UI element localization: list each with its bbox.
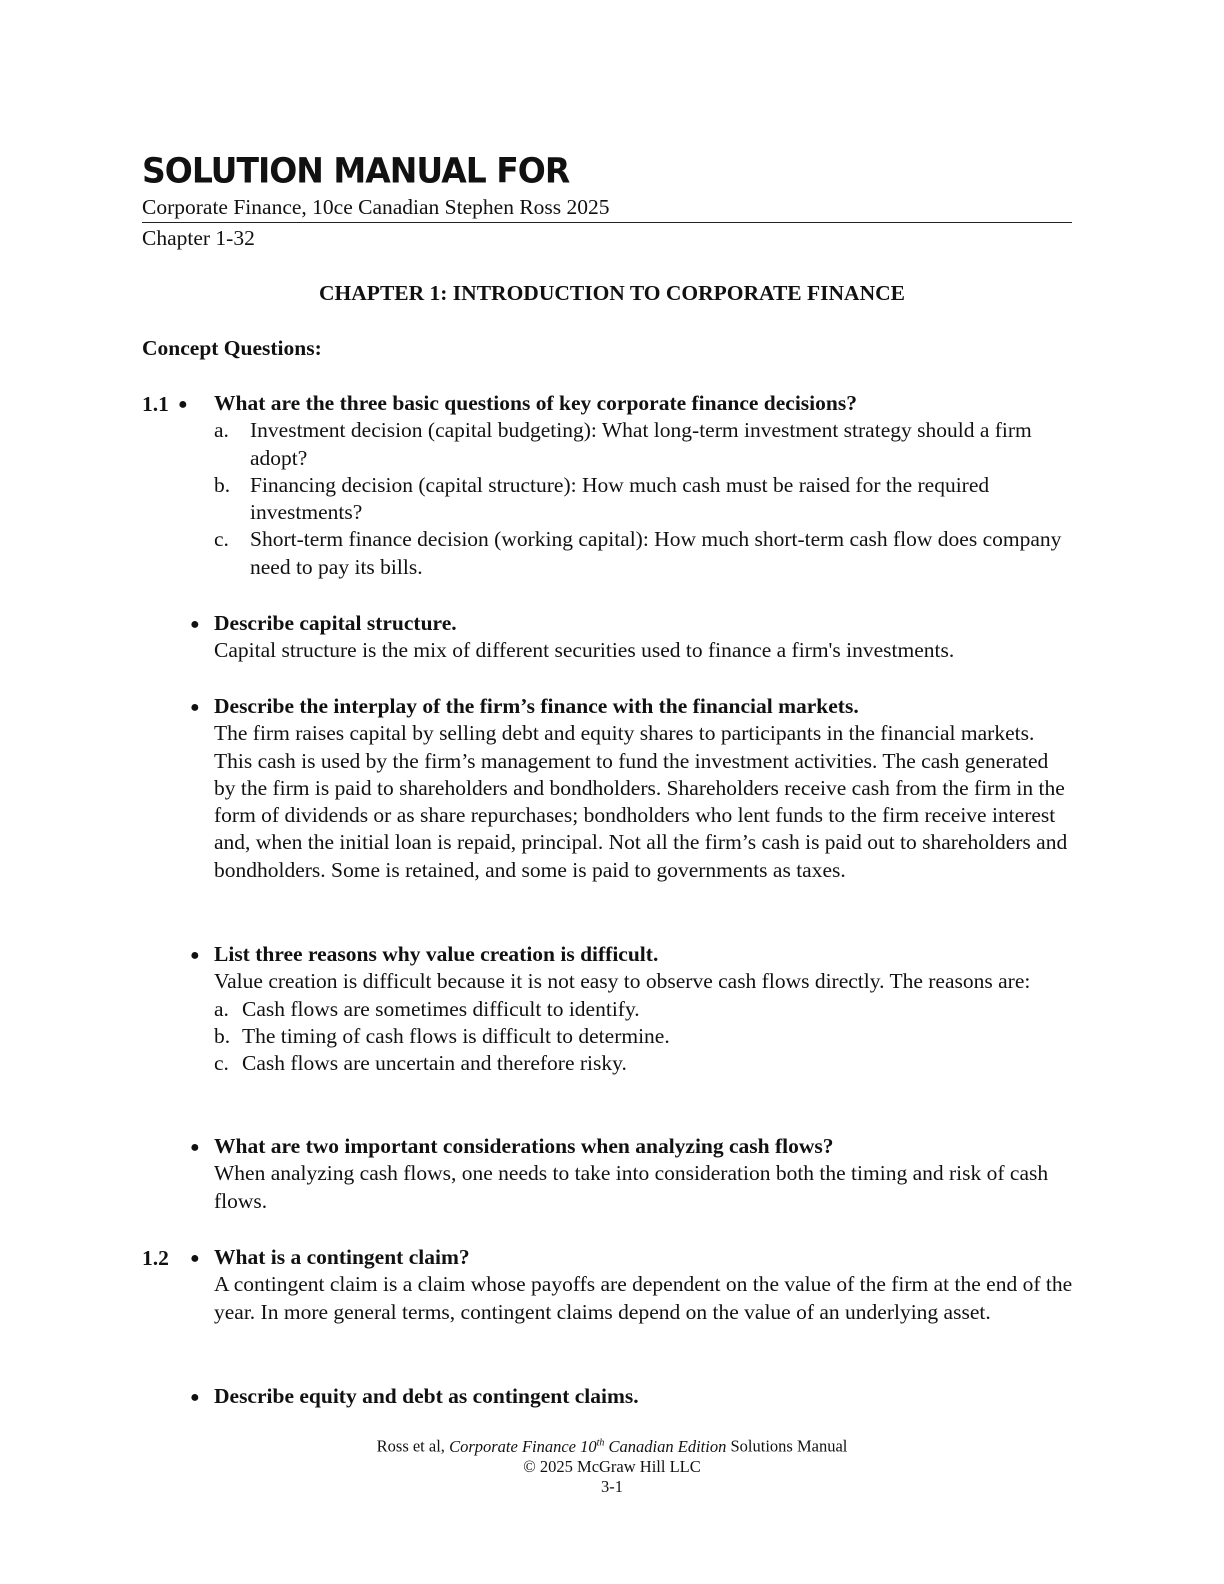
- answer-text: A contingent claim is a claim whose payoffs are dependent on the value of the firm at the end of the year. In more general terms, contingent claims depend on the value of an underlying asset.: [214, 1272, 1073, 1324]
- bullet-icon: ●: [190, 1389, 200, 1406]
- chapter-title: CHAPTER 1: INTRODUCTION TO CORPORATE FINANCE: [319, 281, 905, 305]
- list-item-text: The timing of cash flows is difficult to determine.: [242, 1023, 670, 1048]
- list-item-text: Cash flows are uncertain and therefore risky.: [242, 1051, 627, 1076]
- list-marker: b.: [214, 1023, 231, 1048]
- question-block-7: [214, 1383, 1074, 1410]
- bullet-icon: ●: [190, 699, 200, 716]
- chapter-range: Chapter 1-32: [142, 226, 255, 250]
- question-title: What are two important considerations when analyzing cash flows?: [214, 1134, 834, 1158]
- footer-authors: Ross et al,: [376, 1436, 445, 1456]
- question-number-1-2: 1.2: [142, 1246, 169, 1270]
- list-item: [214, 526, 1074, 581]
- book-subtitle: Corporate Finance, 10ce Canadian Stephen Ross 2025: [142, 194, 1072, 223]
- answer-text: When analyzing cash flows, one needs to take into consideration both the timing and risk of cash flows.: [214, 1161, 1049, 1213]
- list-item-text: Financing decision (capital structure): How much cash must be raised for the required investments?: [250, 472, 990, 525]
- answer-text: Capital structure is the mix of different securities used to finance a firm's investments.: [214, 638, 955, 663]
- footer-edition-sup: th: [596, 1437, 605, 1448]
- page-footer: [0, 1433, 1224, 1497]
- answer-text: The firm raises capital by selling debt and equity shares to participants in the financial markets. This cash is used by the firm’s management to fund the investment activities. The cash generated by the firm is paid to shareholders and bondholders. Shareholders receive cash from the firm in the form of dividends or as share repurchases; bondholders who lent funds to the firm receive interest and, when the initial loan is repaid, principal. Not all the firm’s cash is paid out to shareholders and bondholders. Some is retained, and some is paid to governments as taxes.: [214, 721, 1068, 882]
- question-block-6: [214, 1244, 1074, 1326]
- bullet-icon: ●: [190, 947, 200, 964]
- banner-title: SOLUTION MANUAL FOR: [142, 150, 570, 191]
- bullet-icon: ●: [190, 1250, 200, 1267]
- list-item: [214, 996, 1074, 1023]
- list-marker: a.: [214, 996, 229, 1021]
- question-block-2: [214, 610, 1074, 665]
- list-marker: b.: [214, 472, 231, 497]
- question-block-1: [214, 390, 1074, 581]
- list-item: [214, 1023, 1074, 1050]
- question-title: What is a contingent claim?: [214, 1245, 470, 1269]
- question-title: Describe the interplay of the firm’s finance with the financial markets.: [214, 694, 859, 718]
- list-marker: c.: [214, 527, 229, 552]
- list-item-text: Short-term finance decision (working capital): How much short-term cash flow does company need to pay its bills.: [250, 527, 1062, 579]
- footer-copyright: © 2025 McGraw Hill LLC: [523, 1456, 701, 1476]
- footer-citation: [0, 1433, 1224, 1457]
- question-block-3: [214, 693, 1074, 884]
- bullet-icon: ●: [190, 1139, 200, 1156]
- footer-suffix: Solutions Manual: [730, 1436, 848, 1456]
- question-title: Describe capital structure.: [214, 611, 457, 635]
- list-item: [214, 417, 1074, 472]
- reason-list: [214, 996, 1074, 1078]
- list-item-text: Cash flows are sometimes difficult to identify.: [242, 996, 640, 1021]
- answer-list: [214, 417, 1074, 581]
- list-item: [214, 472, 1074, 527]
- question-title: List three reasons why value creation is difficult.: [214, 942, 659, 966]
- bullet-icon: ●: [190, 616, 200, 633]
- question-block-4: [214, 941, 1074, 1077]
- question-block-5: [214, 1133, 1074, 1215]
- list-item: [214, 1050, 1074, 1077]
- footer-edition: Canadian Edition: [608, 1436, 727, 1456]
- list-item-text: Investment decision (capital budgeting): What long-term investment strategy should a firm adopt?: [250, 418, 1032, 470]
- section-label: Concept Questions:: [142, 336, 322, 360]
- footer-book-title: Corporate Finance 10: [449, 1436, 597, 1456]
- list-marker: a.: [214, 418, 229, 443]
- answer-text: Value creation is difficult because it is not easy to observe cash flows directly. The reasons are:: [214, 969, 1031, 994]
- page-number: 3-1: [601, 1476, 623, 1496]
- question-title: Describe equity and debt as contingent claims.: [214, 1384, 639, 1408]
- question-title: What are the three basic questions of key corporate finance decisions?: [214, 391, 857, 415]
- question-number-1-1: 1.1: [142, 392, 169, 416]
- bullet-icon: ●: [178, 396, 188, 413]
- list-marker: c.: [214, 1051, 229, 1076]
